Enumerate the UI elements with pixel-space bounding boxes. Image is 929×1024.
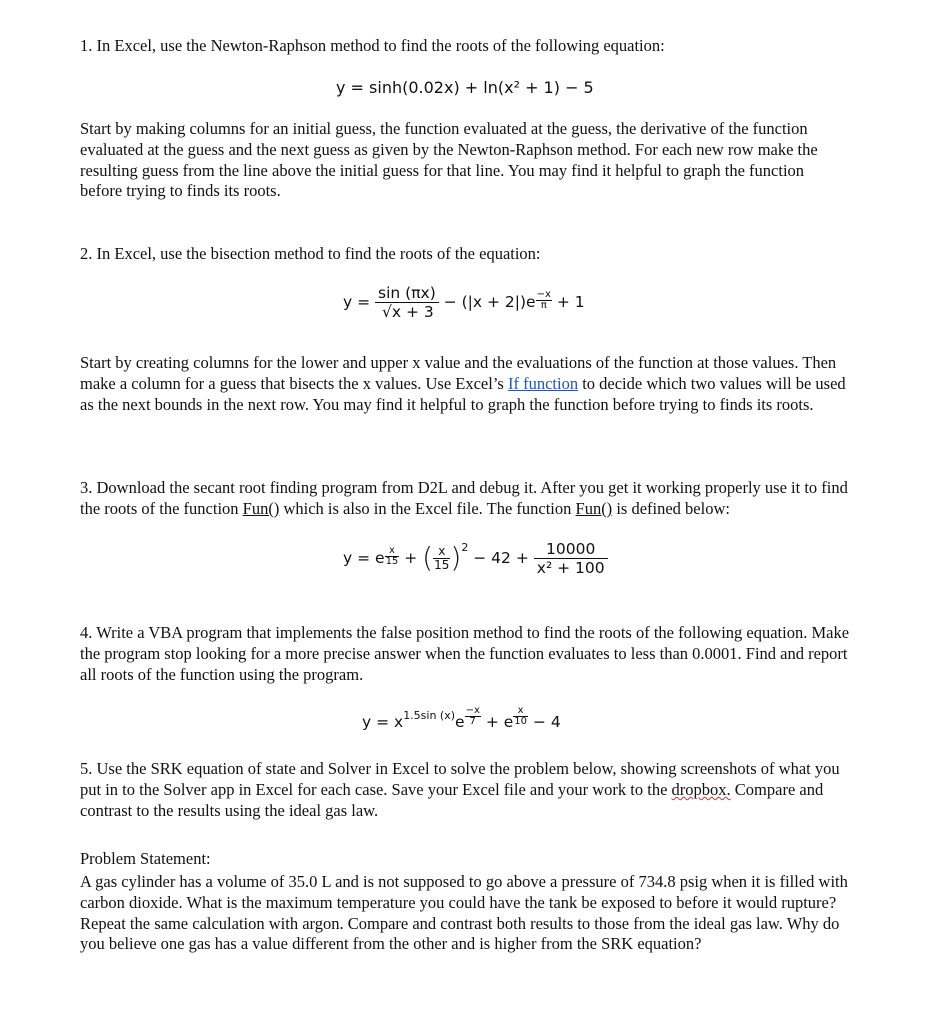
q1-intro: 1. In Excel, use the Newton-Raphson method to find the roots of the following equation: — [80, 36, 665, 55]
q2-eq-tail: + 1 — [556, 293, 585, 311]
fun-reference-2[interactable]: Fun() — [575, 498, 613, 518]
q4-eq-exponent-2: $\frac{x}{10}$ — [514, 704, 527, 727]
fun-reference-1[interactable]: Fun() — [242, 498, 280, 518]
q1-body: Start by making columns for an initial guess, the function evaluated at the guess, the derivative of the function evaluated at the guess and the next guess as given by the Newton-Raphson method. For each new row make the resulting guess from the line above the initial guess for that line. You may find it helpful to graph the function before trying to finds its roots. — [80, 119, 818, 201]
q2-equation — [343, 284, 585, 321]
dropbox-word: dropbox. — [671, 779, 731, 799]
q2-intro: 2. In Excel, use the bisection method to find the roots of the equation: — [80, 244, 541, 263]
q3-body: 3. Download the secant root finding program from D2L and debug it. After you get it working properly use it to find the roots of the function Fun() which is also in the Excel file. The function Fun() is defined below: — [80, 478, 848, 518]
q3-eq-fraction: $\frac{10000}{\text{x² + 100}}$ — [534, 540, 608, 577]
q2-eq-fraction — [375, 284, 439, 321]
if-function-link[interactable]: If function — [507, 373, 579, 393]
q5-body: 5. Use the SRK equation of state and Solver in Excel to solve the problem below, showing screenshots of what you put in to the Solver app in Excel for each case. Save your Excel file and your work to the dropbox. Compare and contrast to the results using the ideal gas law. — [80, 759, 840, 820]
q4-eq-power: 1.5sin (x) — [403, 709, 456, 722]
q2-eq-numerator: sin (πx) — [375, 284, 439, 303]
q4-eq-exponent-1: $\frac{-x}{7}$ — [465, 704, 480, 727]
q2-eq-denominator: √x + 3 — [382, 303, 434, 321]
q2-eq-exponent: $\frac{-x}{\pi}$ — [536, 289, 551, 311]
problem-statement-body: A gas cylinder has a volume of 35.0 L and is not supposed to go above a pressure of 734.8 psig when it is filled with carbon dioxide. What is the maximum temperature you could have the tank be exposed to before it would rupture? Repeat the same calculation with argon. Compare and contrast both results to those from the ideal gas law. Why do you believe one gas has a value different from the other and is higher from the SRK equation? — [80, 872, 848, 954]
q3-eq-paren-fraction: $\frac{x}{15}$ — [434, 544, 450, 572]
q1-equation: y = sinh(0.02x) + ln(x² + 1) − 5 — [336, 78, 594, 97]
q4-equation: $y = x^{1.5sin (x)}e$ $\frac{-x}{7}$ + e $\frac{x}{10}$ − 4 — [362, 704, 561, 731]
q4-body: 4. Write a VBA program that implements the false position method to find the roots of the following equation. Make the program stop looking for a more precise answer when the function evaluates to less than 0.0001. Find and report all roots of the function using the program. — [80, 623, 850, 684]
q2-body: Start by creating columns for the lower and upper x value and the evaluations of the function at those values. Then make a column for a guess that bisects the x values. Use Excel’s If function to decide which two values will be used as the next bounds in the next row. You may find it helpful to graph the function before trying to finds its roots. — [80, 353, 846, 414]
problem-statement-title: Problem Statement: — [80, 849, 211, 868]
q3-eq-exponent: $\frac{x}{15}$ — [385, 545, 399, 567]
q3-equation: y = e $\frac{x}{15}$ + ( $\frac{x}{15}$ )$^2$ − 42 + $\frac{10000}{\text{x² + 100}}$ — [343, 540, 608, 577]
q2-eq-lhs: y = — [343, 293, 371, 311]
q2-eq-middle: − (|x + 2|)e — [443, 293, 536, 311]
